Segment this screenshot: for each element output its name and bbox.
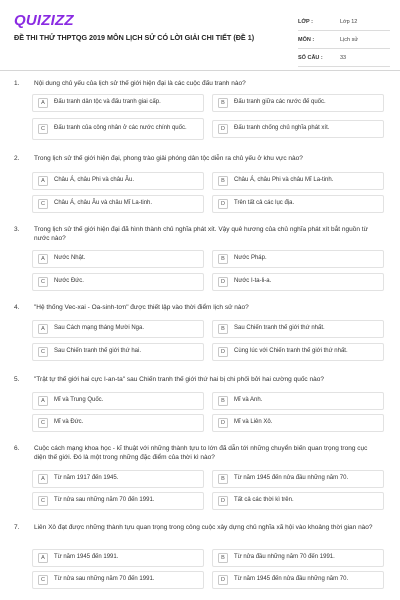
option-c[interactable] (32, 273, 204, 291)
option-d[interactable] (212, 414, 384, 432)
question-number: 7. (14, 524, 20, 531)
option-c[interactable] (32, 343, 204, 361)
option-letter: C (38, 124, 48, 134)
option-letter: B (218, 98, 228, 108)
option-text: Đấu tranh của công nhân ở các nước chính quốc. (54, 125, 187, 132)
question-text: "Hệ thống Vec-xai - Oa-sinh-tơn" được thiết lập vào thời điểm lịch sử nào? (34, 304, 249, 311)
option-letter: B (218, 553, 228, 563)
meta-row-subject (298, 31, 390, 49)
option-letter: C (38, 199, 48, 209)
option-text: Mĩ và Đức. (54, 419, 84, 426)
option-b[interactable] (212, 549, 384, 567)
question-number: 3. (14, 226, 20, 233)
option-d[interactable] (212, 195, 384, 213)
option-letter: B (218, 176, 228, 186)
option-letter: D (218, 124, 228, 134)
option-b[interactable] (212, 250, 384, 268)
option-c[interactable] (32, 492, 204, 510)
question-number: 2. (14, 155, 20, 162)
question-number: 6. (14, 445, 20, 452)
option-a[interactable] (32, 392, 204, 410)
option-b[interactable] (212, 172, 384, 190)
option-letter: D (218, 575, 228, 585)
option-letter: B (218, 396, 228, 406)
option-letter: A (38, 176, 48, 186)
option-letter: D (218, 496, 228, 506)
question-number: 5. (14, 376, 20, 383)
option-letter: C (38, 347, 48, 357)
meta-value: Lịch sử (340, 36, 359, 43)
option-a[interactable] (32, 320, 204, 338)
option-c[interactable] (32, 414, 204, 432)
option-text: Đấu tranh dân tộc và đấu tranh giai cấp. (54, 99, 161, 106)
option-text: Nước Pháp. (234, 255, 267, 262)
option-d[interactable] (212, 571, 384, 589)
meta-label: LỚP : (298, 18, 313, 25)
option-letter: D (218, 347, 228, 357)
option-b[interactable] (212, 392, 384, 410)
option-b[interactable] (212, 94, 384, 112)
option-letter: B (218, 474, 228, 484)
option-text: Tất cả các thời kì trên. (234, 497, 294, 504)
option-letter: A (38, 474, 48, 484)
option-d[interactable] (212, 120, 384, 138)
option-b[interactable] (212, 470, 384, 488)
question-text: Liên Xô đạt được những thành tựu quan trọng trong công cuộc xây dựng chủ nghĩa xã hội vào khoảng thời gian nào? (34, 524, 373, 531)
option-text: Trên tất cả các lục địa. (234, 200, 295, 207)
question-text: Trong lịch sử thế giới hiện đại, phong trào giải phóng dân tộc diễn ra chủ yếu ở khu vực nào? (34, 155, 303, 162)
option-text: Đấu tranh giữa các nước đế quốc. (234, 99, 326, 106)
option-text: Từ năm 1945 đến nửa đầu những năm 70. (234, 576, 349, 583)
option-letter: A (38, 254, 48, 264)
option-text: Nước Nhật. (54, 255, 86, 262)
option-text: Sau Cách mạng tháng Mười Nga. (54, 325, 144, 332)
option-c[interactable] (32, 118, 204, 140)
option-text: Châu Á, châu Âu và châu Mĩ La-tinh. (54, 200, 153, 207)
option-text: Đấu tranh chống chủ nghĩa phát xít. (234, 125, 330, 132)
meta-value: Lớp 12 (340, 18, 358, 25)
option-c[interactable] (32, 195, 204, 213)
option-text: Từ năm 1945 đến 1991. (54, 554, 119, 561)
option-d[interactable] (212, 273, 384, 291)
option-letter: A (38, 396, 48, 406)
question-number: 1. (14, 80, 20, 87)
option-letter: A (38, 324, 48, 334)
option-letter: D (218, 418, 228, 428)
option-c[interactable] (32, 571, 204, 589)
option-letter: D (218, 199, 228, 209)
option-text: Nước Đức. (54, 278, 84, 285)
option-a[interactable] (32, 549, 204, 567)
option-letter: D (218, 277, 228, 287)
option-text: Từ nửa sau những năm 70 đến 1991. (54, 497, 155, 504)
option-text: Nước I-ta-li-a. (234, 278, 272, 285)
page-header (0, 0, 400, 70)
question-text: Nội dung chủ yếu của lịch sử thế giới hiện đại là các cuộc đấu tranh nào? (34, 80, 246, 87)
question-text: Cuộc cách mạng khoa học - kĩ thuật với những thành tựu to lớn đã dẫn tới những chuyển biến quan trọng trong cục diện thế giới. Đó là một trong những đặc điểm của thời kì nào? (34, 445, 368, 461)
question-text: Trong lịch sử thế giới hiện đại đã hình thành chủ nghĩa phát xít. Vậy quê hương của chủ nghĩa phát xít bắt nguồn từ nước nào? (34, 226, 368, 242)
option-b[interactable] (212, 320, 384, 338)
option-a[interactable] (32, 250, 204, 268)
option-text: Sau Chiến tranh thế giới thứ hai. (54, 348, 142, 355)
option-letter: C (38, 277, 48, 287)
meta-row-count (298, 49, 390, 67)
option-text: Mĩ và Trung Quốc. (54, 397, 104, 404)
meta-table (298, 13, 390, 67)
option-text: Sau Chiến tranh thế giới thứ nhất. (234, 325, 325, 332)
option-letter: C (38, 575, 48, 585)
quizizz-logo: QUIZIZZ (14, 12, 74, 29)
option-a[interactable] (32, 94, 204, 112)
option-letter: A (38, 98, 48, 108)
option-a[interactable] (32, 470, 204, 488)
option-d[interactable] (212, 492, 384, 510)
option-letter: C (38, 496, 48, 506)
option-text: Cùng lúc với Chiến tranh thế giới thứ nhất. (234, 348, 348, 355)
option-text: Châu Á, châu Phi và châu Mĩ La-tinh. (234, 177, 334, 184)
option-letter: C (38, 418, 48, 428)
option-text: Châu Á, châu Phi và châu Âu. (54, 177, 135, 184)
option-a[interactable] (32, 172, 204, 190)
option-text: Mĩ và Anh. (234, 397, 263, 404)
question-text: "Trật tự thế giới hai cực I-an-ta" sau Chiến tranh thế giới thứ hai bị chi phối bởi hai cường quốc nào? (34, 376, 324, 383)
meta-row-class (298, 13, 390, 31)
document-title: ĐỀ THI THỬ THPTQG 2019 MÔN LỊCH SỬ CÓ LỜI GIẢI CHI TIẾT (ĐỀ 1) (14, 33, 255, 42)
option-text: Từ nửa đầu những năm 70 đến 1991. (234, 554, 335, 561)
question-number: 4. (14, 304, 20, 311)
option-text: Từ năm 1917 đến 1945. (54, 475, 119, 482)
option-letter: A (38, 553, 48, 563)
option-d[interactable] (212, 343, 384, 361)
header-divider (0, 70, 400, 71)
option-letter: B (218, 254, 228, 264)
meta-label: SỐ CÂU : (298, 54, 323, 61)
option-text: Mĩ và Liên Xô. (234, 419, 273, 426)
option-letter: B (218, 324, 228, 334)
option-text: Từ năm 1945 đến nửa đầu những năm 70. (234, 475, 349, 482)
meta-value: 33 (340, 54, 347, 61)
option-text: Từ nửa sau những năm 70 đến 1991. (54, 576, 155, 583)
meta-label: MÔN : (298, 36, 315, 43)
